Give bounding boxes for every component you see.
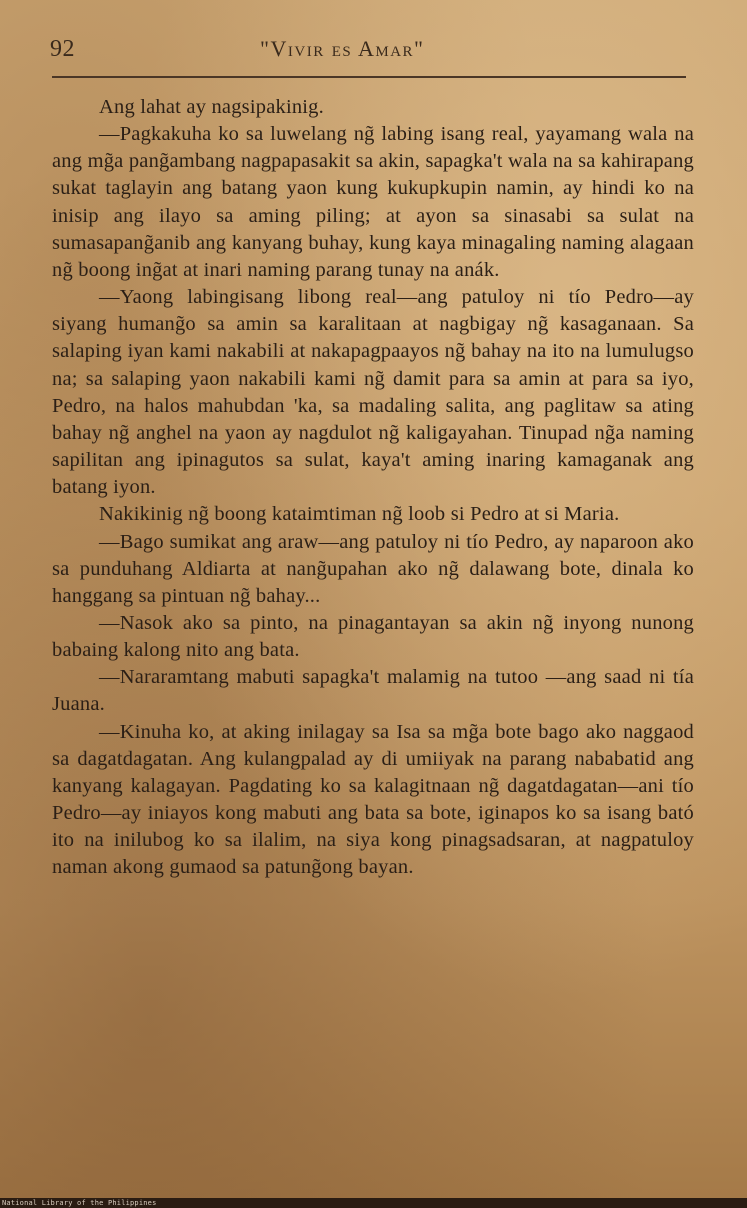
paragraph: —Nasok ako sa pinto, na pinagantayan sa akin ng̃ inyong nunong babaing kalong nito ang bata. [52,611,694,662]
paragraph: —Pagkakuha ko sa luwelang ng̃ labing isang real, yayamang wala na ang mg̃a pang̃ambang nagpapasakit sa akin, sapagka't wala na sa kahirapang sukat taglayin ang batang yaon kung kukupkupin namin, ay hindi ko na inisip ang ilayo sa aming piling; at ayon sa sinasabi sa sulat na sumasapang̃anib ang kanyang buhay, kung kaya minagaling naming alagaan ng̃ boong ing̃at at inari naming parang tunay na anák. [52,123,694,281]
paragraph: —Kinuha ko, at aking inilagay sa Isa sa mg̃a bote bago ako naggaod sa dagatdagatan. Ang kulangpalad ay di umiiyak na parang nababatid ang kanyang kalagayan. Pagdating ko sa kalagitnaan ng̃ dagatdagatan—ani tío Pedro—ay iniayos kong mabuti ang bata sa bote, iginapos ko sa isang bató ito na inilubog ko sa ilalim, na siya kong pinagsadsaran, at nagpatuloy naman akong gumaod sa patung̃ong bayan. [52,720,694,879]
paragraph: Nakikinig ng̃ boong kataimtiman ng̃ loob si Pedro at si Maria. [99,503,620,526]
header-rule [52,76,686,78]
library-credit: National Library of the Philippines [2,1199,157,1207]
running-title: "Vivir es Amar" [260,36,425,61]
paragraph: Ang lahat ay nagsipakinig. [99,96,324,118]
paragraph: —Bago sumikat ang araw—ang patuloy ni tío Pedro, ay naparoon ako sa punduhang Aldiarta at nang̃upahan ako ng̃ dalawang bote, dinala ko hanggang sa pintuan ng̃ bahay... [52,530,694,607]
paragraph: —Yaong labingisang libong real—ang patuloy ni tío Pedro—ay siyang humang̃o sa amin sa karalitaan at nagbigay ng̃ kasaganaan. Sa salaping iyan kami nakabili at nakapagpaayos ng̃ bahay na ito na lumulugso na; sa salaping yaon nakabili kami ng̃ damit para sa amin at para sa iyo, Pedro, na halos mahubdan 'ka, sa madaling salita, ang paglitaw sa ating bahay ng̃ anghel na yaon ay nagdulot ng̃ kaligayahan. Tinupad ng̃a naming sapilitan ang ipinagutos sa sulat, kaya't aming inaring kamaganak ang batang iyon. [52,286,694,499]
body-text [52,94,694,882]
page-header [50,32,690,72]
page-number: 92 [50,36,75,62]
paragraph: —Nararamtang mabuti sapagka't malamig na tutoo —ang saad ni tía Juana. [52,666,694,716]
